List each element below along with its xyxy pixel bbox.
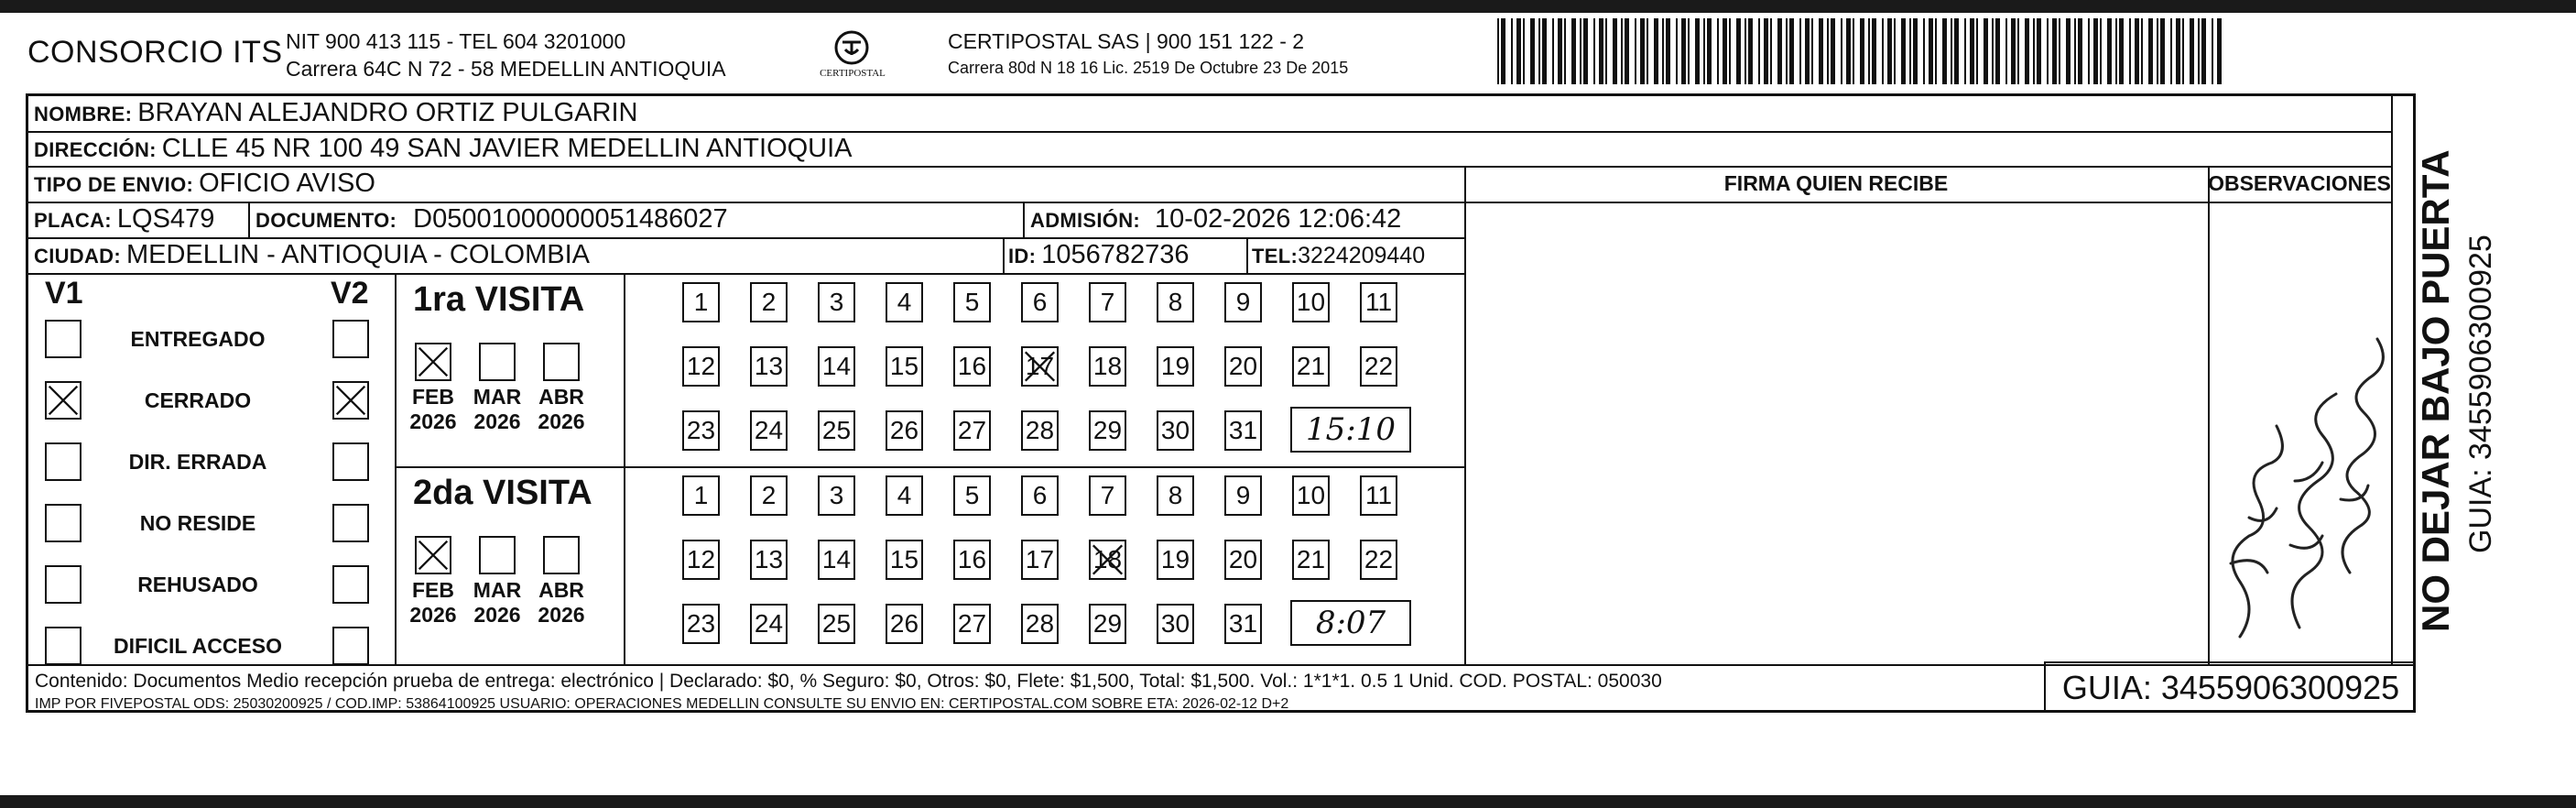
day-number: 31: [1228, 609, 1258, 638]
day-number: 19: [1160, 352, 1190, 380]
day-box[interactable]: [1021, 540, 1059, 580]
day-box[interactable]: [1089, 410, 1126, 451]
day-box[interactable]: [818, 540, 855, 580]
day-number: 25: [821, 416, 852, 444]
tel-label: TEL:: [1252, 245, 1299, 268]
day-box[interactable]: [1224, 282, 1262, 322]
v2-checkbox[interactable]: [332, 320, 369, 358]
day-number: 4: [897, 481, 912, 509]
admision-label: ADMISIÓN:: [1030, 209, 1141, 232]
day-number: 16: [957, 545, 987, 573]
day-number: 11: [1364, 481, 1393, 509]
visit-title: 2da VISITA: [413, 474, 592, 512]
day-box[interactable]: [953, 410, 991, 451]
month-label: MAR 2026: [473, 578, 522, 627]
month-checkbox[interactable]: [543, 343, 580, 381]
tel-row: [1252, 243, 1425, 269]
tipo-label: TIPO DE ENVIO:: [34, 173, 194, 196]
day-box[interactable]: [1089, 346, 1126, 387]
day-number: 2: [761, 288, 777, 316]
v1-header: V1: [45, 276, 83, 311]
recipient-address: CLLE 45 NR 100 49 SAN JAVIER MEDELLIN ANTIOQUIA: [161, 134, 853, 163]
day-box[interactable]: [953, 346, 991, 387]
day-number: 20: [1228, 352, 1258, 380]
day-box[interactable]: [750, 282, 788, 322]
day-box[interactable]: [1021, 346, 1059, 387]
v2-checkbox[interactable]: [332, 565, 369, 604]
day-number: 25: [821, 609, 852, 638]
day-number: 3: [829, 288, 844, 316]
day-box[interactable]: [1224, 475, 1262, 516]
day-box[interactable]: [818, 410, 855, 451]
bottom-scan-edge: [0, 795, 2576, 808]
day-box[interactable]: [1224, 604, 1262, 644]
day-box[interactable]: [818, 604, 855, 644]
day-number: 27: [957, 416, 987, 444]
day-box[interactable]: [1089, 604, 1126, 644]
address-row: [34, 134, 853, 164]
v1-checkbox[interactable]: [45, 565, 82, 604]
day-box[interactable]: [750, 540, 788, 580]
day-number: 2: [761, 481, 777, 509]
day-box[interactable]: [1157, 410, 1194, 451]
day-number: 7: [1100, 288, 1115, 316]
day-number: 3: [829, 481, 844, 509]
day-number: 21: [1296, 545, 1326, 573]
day-number: 18: [1092, 352, 1123, 380]
v1-checkbox[interactable]: [45, 627, 82, 665]
day-box[interactable]: [886, 475, 923, 516]
day-box[interactable]: [1292, 475, 1330, 516]
day-number: 8: [1168, 481, 1183, 509]
documento-label: DOCUMENTO:: [255, 209, 397, 232]
day-box[interactable]: [1292, 282, 1330, 322]
id-value: 1056782736: [1041, 240, 1190, 269]
day-number: 13: [754, 352, 784, 380]
day-box[interactable]: [1157, 282, 1194, 322]
day-number: 27: [957, 609, 987, 638]
x-mark-icon: [417, 538, 450, 573]
day-box[interactable]: [682, 282, 720, 322]
day-number: 28: [1025, 609, 1055, 638]
day-box[interactable]: [682, 346, 720, 387]
barcode-icon: [1497, 18, 2230, 84]
day-box[interactable]: [1021, 410, 1059, 451]
admision-value: 10-02-2026 12:06:42: [1155, 204, 1402, 234]
day-number: 13: [754, 545, 784, 573]
day-box[interactable]: [750, 475, 788, 516]
v2-header: V2: [331, 276, 369, 311]
day-number: 30: [1160, 609, 1190, 638]
side-guia: GUIA: 3455906300925: [2463, 235, 2498, 553]
handwritten-observation: [2212, 243, 2386, 660]
day-box[interactable]: [682, 604, 720, 644]
v1-checkbox[interactable]: [45, 504, 82, 542]
day-number: 28: [1025, 416, 1055, 444]
day-number: 15: [889, 352, 919, 380]
day-box[interactable]: [818, 346, 855, 387]
day-box[interactable]: [1089, 282, 1126, 322]
day-box[interactable]: [1224, 540, 1262, 580]
x-mark-icon: [47, 383, 80, 418]
day-box[interactable]: [953, 604, 991, 644]
day-number: 24: [754, 609, 784, 638]
day-box[interactable]: [1021, 604, 1059, 644]
visit-time: 15:10: [1290, 407, 1411, 453]
x-mark-icon: [1091, 541, 1125, 578]
v2-checkbox[interactable]: [332, 627, 369, 665]
day-box[interactable]: [1089, 540, 1126, 580]
certipostal-license: Carrera 80d N 18 16 Lic. 2519 De Octubre 23 De 2015: [948, 59, 1349, 77]
day-box[interactable]: [1089, 475, 1126, 516]
guia-number: GUIA: 3455906300925: [2044, 661, 2416, 713]
month-checkbox[interactable]: [415, 343, 451, 381]
logo-text: CERTIPOSTAL: [820, 68, 886, 79]
status-label: CERRADO: [144, 388, 252, 412]
day-number: 8: [1168, 288, 1183, 316]
day-number: 9: [1235, 288, 1251, 316]
recipient-name: BRAYAN ALEJANDRO ORTIZ PULGARIN: [137, 98, 638, 127]
v1-checkbox[interactable]: [45, 320, 82, 358]
day-number: 17: [1025, 352, 1055, 380]
day-box[interactable]: [886, 410, 923, 451]
day-number: 24: [754, 416, 784, 444]
x-mark-icon: [417, 344, 450, 379]
footer-content-line: Contenido: Documentos Medio recepción prueba de entrega: electrónico | Declarado: $0, % Seguro: $0, Otros: $0, Flete: $1,500, Total: $1,500. Vol.: 1*1*1. 0.5 1 Unid. COD. POSTAL: 050030: [35, 671, 1662, 692]
day-number: 4: [897, 288, 912, 316]
recipient-name-row: [34, 98, 638, 128]
id-row: [1008, 240, 1190, 270]
tel-value: 3224209440: [1298, 243, 1426, 268]
documento-row: [255, 204, 728, 235]
status-label: REHUSADO: [137, 573, 258, 596]
day-number: 10: [1296, 481, 1326, 509]
visit-time: 8:07: [1290, 600, 1411, 646]
company-address: Carrera 64C N 72 - 58 MEDELLIN ANTIOQUIA: [286, 57, 726, 81]
day-number: 1: [693, 481, 709, 509]
v2-checkbox[interactable]: [332, 442, 369, 481]
day-number: 26: [889, 416, 919, 444]
firma-header: FIRMA QUIEN RECIBE: [1723, 171, 1949, 195]
shipment-type: OFICIO AVISO: [199, 169, 375, 198]
day-box[interactable]: [818, 282, 855, 322]
top-scan-edge: [0, 0, 2576, 13]
day-number: 10: [1296, 288, 1326, 316]
placa-label: PLACA:: [34, 209, 112, 232]
day-box[interactable]: [1360, 346, 1397, 387]
id-label: ID:: [1008, 245, 1037, 268]
x-mark-icon: [1023, 348, 1057, 385]
month-label: ABR 2026: [538, 578, 585, 627]
day-number: 1: [693, 288, 709, 316]
day-box[interactable]: [1157, 604, 1194, 644]
ciudad-row: [34, 240, 590, 270]
v2-checkbox[interactable]: [332, 381, 369, 420]
day-box[interactable]: [1292, 540, 1330, 580]
day-number: 5: [964, 288, 980, 316]
day-box[interactable]: [1292, 346, 1330, 387]
month-label: FEB 2026: [409, 578, 457, 627]
day-number: 14: [821, 352, 852, 380]
day-number: 15: [889, 545, 919, 573]
day-box[interactable]: [1157, 346, 1194, 387]
v1-checkbox[interactable]: [45, 442, 82, 481]
day-box[interactable]: [1360, 540, 1397, 580]
day-number: 29: [1092, 416, 1123, 444]
placa-value: LQS479: [116, 204, 215, 234]
day-number: 7: [1100, 481, 1115, 509]
day-number: 23: [686, 416, 716, 444]
day-box[interactable]: [1224, 346, 1262, 387]
day-box[interactable]: [886, 282, 923, 322]
delivery-form: [26, 93, 2416, 713]
month-checkbox[interactable]: [479, 536, 516, 574]
side-warning: NO DEJAR BAJO PUERTA: [2414, 149, 2457, 632]
day-number: 22: [1364, 545, 1394, 573]
day-box[interactable]: [886, 346, 923, 387]
company-nit: NIT 900 413 115 - TEL 604 3201000: [286, 29, 626, 53]
day-box[interactable]: [1224, 410, 1262, 451]
direccion-label: DIRECCIÓN:: [34, 138, 157, 161]
day-box[interactable]: [750, 346, 788, 387]
ciudad-label: CIUDAD:: [34, 245, 121, 268]
day-box[interactable]: [750, 410, 788, 451]
day-box[interactable]: [1021, 475, 1059, 516]
observaciones-header: OBSERVACIONES: [2208, 171, 2391, 195]
day-number: 18: [1092, 545, 1123, 573]
v2-checkbox[interactable]: [332, 504, 369, 542]
day-box[interactable]: [953, 282, 991, 322]
day-box[interactable]: [953, 540, 991, 580]
month-label: MAR 2026: [473, 385, 522, 433]
status-label: DIR. ERRADA: [128, 450, 267, 474]
day-number: 16: [957, 352, 987, 380]
day-number: 22: [1364, 352, 1394, 380]
day-box[interactable]: [682, 540, 720, 580]
day-box[interactable]: [1360, 475, 1397, 516]
day-number: 5: [964, 481, 980, 509]
day-box[interactable]: [886, 540, 923, 580]
shipment-type-row: [34, 169, 375, 199]
month-label: FEB 2026: [409, 385, 457, 433]
month-label: ABR 2026: [538, 385, 585, 433]
day-box[interactable]: [682, 475, 720, 516]
day-number: 21: [1296, 352, 1326, 380]
day-number: 6: [1032, 481, 1048, 509]
day-number: 23: [686, 609, 716, 638]
status-label: DIFICIL ACCESO: [113, 634, 282, 658]
day-number: 17: [1025, 545, 1055, 573]
day-number: 9: [1235, 481, 1251, 509]
nombre-label: NOMBRE:: [34, 103, 133, 126]
day-number: 14: [821, 545, 852, 573]
day-box[interactable]: [886, 604, 923, 644]
day-number: 12: [686, 545, 716, 573]
day-box[interactable]: [1021, 282, 1059, 322]
day-number: 19: [1160, 545, 1190, 573]
status-label: NO RESIDE: [139, 511, 256, 535]
day-number: 26: [889, 609, 919, 638]
day-number: 12: [686, 352, 716, 380]
day-number: 30: [1160, 416, 1190, 444]
month-checkbox[interactable]: [543, 536, 580, 574]
day-box[interactable]: [818, 475, 855, 516]
day-number: 20: [1228, 545, 1258, 573]
month-checkbox[interactable]: [479, 343, 516, 381]
day-box[interactable]: [682, 410, 720, 451]
status-label: ENTREGADO: [130, 327, 266, 351]
x-mark-icon: [334, 383, 367, 418]
day-box[interactable]: [953, 475, 991, 516]
day-number: 6: [1032, 288, 1048, 316]
company-name: CONSORCIO ITS: [27, 35, 283, 70]
documento-value: D05001000000051486027: [413, 204, 728, 234]
day-number: 11: [1364, 288, 1393, 316]
day-box[interactable]: [1157, 475, 1194, 516]
day-number: 29: [1092, 609, 1123, 638]
day-box[interactable]: [1157, 540, 1194, 580]
day-box[interactable]: [750, 604, 788, 644]
month-checkbox[interactable]: [415, 536, 451, 574]
day-box[interactable]: [1360, 282, 1397, 322]
footer-print-line: IMP POR FIVEPOSTAL ODS: 25030200925 / COD.IMP: 53864100925 USUARIO: OPERACIONES MEDELLIN CONSULTE SU ENVIO EN: CERTIPOSTAL.COM SOBRE ETA: 2026-02-12 D+2: [35, 696, 1289, 712]
v1-checkbox[interactable]: [45, 381, 82, 420]
ciudad-value: MEDELLIN - ANTIOQUIA - COLOMBIA: [125, 240, 590, 269]
day-number: 31: [1228, 416, 1258, 444]
visit-title: 1ra VISITA: [413, 280, 585, 319]
placa-row: [34, 204, 214, 235]
certipostal-name: CERTIPOSTAL SAS | 900 151 122 - 2: [948, 29, 1305, 53]
admision-row: [1030, 204, 1401, 235]
